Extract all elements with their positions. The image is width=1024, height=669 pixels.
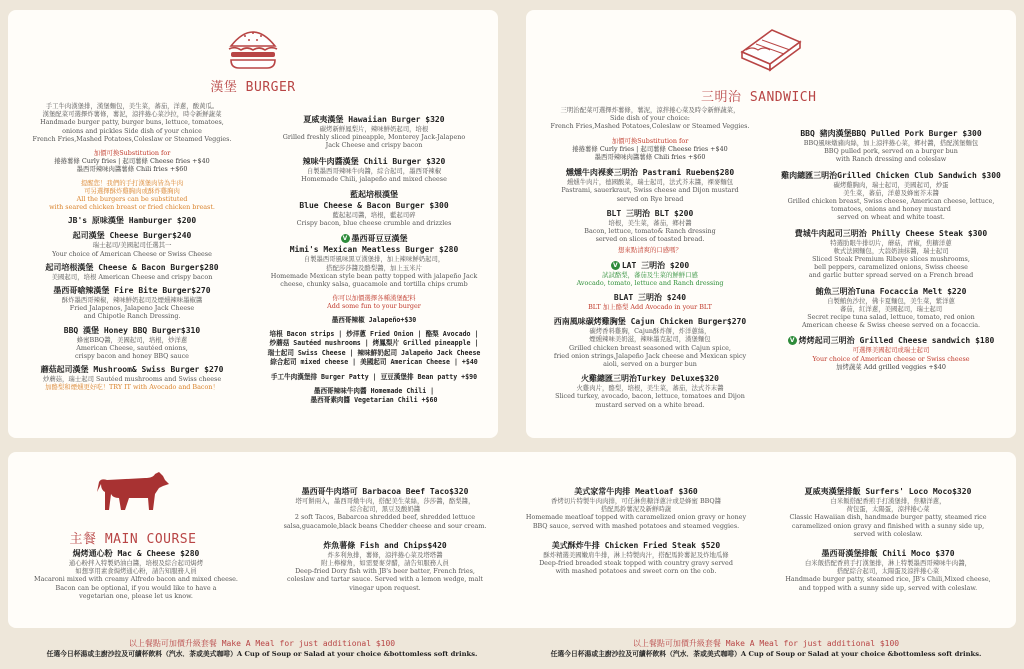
menu-item-description: Secret recipe tuna salad, lettuce, tomato, red onion bbox=[807, 313, 975, 322]
menu-item-description: Handmade burger patty, steamed rice, JB's Chili,Mixed cheese, bbox=[785, 575, 991, 584]
menu-item-name: 焗烤通心粉 Mac & Cheese $280 bbox=[72, 549, 200, 558]
menu-item-description: Bacon, lettuce, tomato& Ranch dressing bbox=[584, 227, 716, 236]
menu-item-name: 藍起培根漢堡 bbox=[350, 190, 398, 200]
menu-item-description: 自製墨西哥辣味牛肉醬，綜合起司，墨西哥辣椒 bbox=[306, 166, 442, 175]
menu-item-description: American cheese & Swiss cheese served on a focaccia. bbox=[801, 321, 981, 330]
menu-item-description: 綜合起司，黑豆及酸奶醬 bbox=[349, 505, 421, 514]
menu-item-title bbox=[266, 486, 504, 497]
menu-item-description: 美國起司，培根 American Cheese and crispy bacon bbox=[51, 272, 213, 281]
reminder-note: All the burgers can be substituted bbox=[76, 195, 188, 204]
menu-item-description: Homemade Chili, jalapeño and mixed cheese bbox=[301, 174, 447, 183]
reminder-note: 提醒您！我們的手打漢堡肉皆為牛肉 bbox=[80, 178, 184, 187]
menu-item-description: vinegar upon request. bbox=[349, 583, 421, 592]
menu-item-title bbox=[256, 233, 492, 244]
menu-item-description: Macaroni mixed with creamy Alfredo bacon and mixed cheese. bbox=[34, 575, 238, 584]
menu-item-title-en: Mimi's Mexican Meatless Burger $280 bbox=[289, 245, 459, 255]
vegetarian-icon: V bbox=[788, 336, 797, 345]
menu-item-description: Avocado, tomato, lettuce and Ranch dressing bbox=[576, 278, 724, 287]
menu-item-description: 可選擇美國起司或瑞士起司 bbox=[852, 346, 930, 355]
menu-item-description: 美生菜，蕃茄，洋蔥及蜂蜜芥末醬 bbox=[843, 188, 939, 197]
menu-item-title bbox=[16, 215, 248, 226]
menu-item-description: 燻燻牛肉片，德國酸菜，瑞士起司，法式芥末醬，裸麥麵包 bbox=[566, 178, 734, 187]
menu-item-description: 特選肋眼牛排切片，蘑菇，青椒，焦糖洋蔥 bbox=[830, 238, 952, 247]
menu-item-name: JB's 原味漢堡 Hamburger $200 bbox=[67, 216, 197, 226]
menu-item-description: crispy bacon and honey BBQ sauce bbox=[75, 352, 189, 361]
menu-item-name: BBQ 漢堡 Honey BBQ Burger$310 bbox=[63, 325, 201, 335]
vegetarian-icon: V bbox=[611, 261, 620, 270]
menu-item-description: vegetarian one, please let us know. bbox=[79, 591, 193, 600]
menu-item-description: 搭配莎莎醬及酪梨醬，加上玉米片 bbox=[326, 263, 422, 272]
menu-item-description: with mashed potatoes and sweet corn on the cob. bbox=[555, 567, 717, 576]
sandwich-title: 三明治 SANDWICH bbox=[701, 90, 817, 105]
menu-item-description: BBQ pulled pork, served on a burger bun bbox=[824, 147, 958, 156]
menu-item-note: 加酪梨和煙燻更好吃！TRY IT with Avocado and Bacon！ bbox=[45, 383, 219, 392]
intro-text: 手工牛肉漢堡排，漢堡麵包，美生菜，蕃茄，洋蔥，酸黃瓜。 bbox=[45, 102, 219, 110]
menu-item-description: Fried Jalapenos, Jalapeno Jack Cheese bbox=[69, 304, 195, 313]
burger-header bbox=[8, 24, 498, 95]
menu-item-description: 炒蘑菇，瑞士起司 Sautéed mushrooms and Swiss cheese bbox=[42, 375, 222, 384]
menu-item-description: BBQ sauce, served with mashed potatoes and steamed veggies. bbox=[532, 521, 740, 530]
menu-item-title bbox=[256, 114, 492, 125]
footer-meal-offer: 以上餐點可加價升級套餐 Make A Meal for just additional $100 bbox=[128, 639, 396, 648]
menu-item-name: 炸魚薯條 Fish and Chips$420 bbox=[323, 540, 447, 550]
menu-item-name: BLT 三明治 BLT $200 bbox=[606, 208, 694, 218]
burger-panel bbox=[8, 10, 498, 438]
menu-item-description: 酥炸墨西哥辣椒，辣味鮮奶起司及煙燻辣味墨椒醬 bbox=[61, 296, 203, 305]
menu-item-name: 美式家常牛肉排 Meatloaf $360 bbox=[574, 487, 698, 496]
main-col-2 bbox=[266, 486, 504, 602]
addon-option: 墨西哥素肉醬 Vegetarian Chili +$60 bbox=[310, 396, 438, 405]
menu-item-title bbox=[16, 364, 248, 375]
menu-item-description: Your choice of American cheese or Swiss cheese bbox=[812, 354, 970, 363]
menu-item-title bbox=[16, 325, 248, 336]
menu-item-title bbox=[770, 170, 1012, 181]
menu-item-description: with Ranch dressing and coleslaw bbox=[835, 155, 947, 164]
main-course-panel bbox=[8, 452, 1016, 628]
menu-item-description: Grilled chicken breast seasoned with Cajun spice, bbox=[569, 343, 731, 352]
main-course-title: 主餐 MAIN COURSE bbox=[69, 532, 197, 547]
reminder-note: with seared chicken breast or fried chicken breast. bbox=[49, 203, 215, 212]
menu-item-description: Deep-fried Dory fish with JB's beer batter, French fries, bbox=[295, 567, 475, 576]
menu-item-title bbox=[770, 286, 1012, 297]
menu-item-title bbox=[256, 189, 492, 200]
menu-item-name: 墨西哥漢堡排飯 Chili Moco $370 bbox=[821, 549, 955, 559]
menu-item-name: 燻燻牛肉裸麥三明治 Pastrami Rueben$280 bbox=[565, 168, 735, 178]
substitution-option: 墨西哥辣味肉醬薯條 Chili fries +$60 bbox=[76, 165, 188, 174]
menu-item-description: cheese, chunky salsa, guacamole and tortilla chips crumb bbox=[280, 280, 468, 289]
menu-item-note: 想來點清爽的口感嗎？ bbox=[618, 246, 682, 255]
menu-item-title bbox=[16, 285, 248, 296]
menu-item-description: 附上檸檬角，如需要麥芽醋，請告知服務人員 bbox=[321, 559, 449, 568]
menu-item-title bbox=[12, 548, 260, 559]
addon-option: 瑞士起司 Swiss Cheese | 辣味鮮奶起司 Jalapeño Jack Cheese bbox=[267, 348, 481, 357]
menu-item-description: 自製鮪魚沙拉，佛卡夏麵包，美生菜，紫洋蔥 bbox=[827, 296, 955, 305]
intro-text: French Fries,Mashed Potatoes,Coleslaw or Steamed Veggies. bbox=[32, 134, 232, 143]
burger-right-column bbox=[256, 114, 492, 406]
menu-item-description: Homemade meatloaf topped with caramelized onion gravy or honey bbox=[525, 513, 747, 522]
footer-meal-detail: 任選今日杯湯或主廚沙拉及可續杯飲料（汽水．茶或美式咖啡）A Cup of Soup or Salad at your choice &bottomless soft drinks. bbox=[550, 650, 982, 658]
menu-item-description: 培根，美生菜，蕃茄，鄉村醬 bbox=[608, 218, 692, 227]
menu-item-description: and garlic butter spread served on a French bread bbox=[808, 271, 974, 280]
menu-item-name: 烤烤起司三明治 Grilled Cheese sandwich $180 bbox=[798, 336, 995, 346]
reminder-note: 可另選擇酥炸雞胸肉或酥炸雞胸肉 bbox=[84, 186, 180, 195]
menu-item-name: 火雞總匯三明治Turkey Deluxe$320 bbox=[581, 374, 719, 384]
menu-item-description: 碳烤雞胸肉，瑞士起司，美國起司，炒蛋 bbox=[833, 180, 949, 189]
intro-text: onions and pickles Side dish of your choice bbox=[62, 126, 202, 135]
main-col-4 bbox=[764, 486, 1012, 602]
sandwich-header bbox=[526, 22, 1016, 105]
menu-item-extra: 加烤蔬菜 Add grilled veggies +$40 bbox=[836, 362, 946, 371]
menu-item-title bbox=[532, 260, 768, 271]
menu-item-description: 如想享用素食焗烤通心粉，請告知服務人員 bbox=[75, 567, 197, 576]
menu-item-description: salsa,guacamole,black beans Chedder cheese and sour cream. bbox=[283, 521, 487, 530]
sandwich-left-column bbox=[532, 106, 768, 414]
menu-item-description: 塔可餅兩入，墨西哥燉牛肉，搭配美生菜絲，莎莎醬，酪梨醬， bbox=[295, 497, 475, 505]
menu-item-description: and Chipotle Ranch Dressing. bbox=[83, 312, 181, 321]
menu-item-name: BBQ 豬肉漢堡BBQ Pulled Pork Burger $300 bbox=[800, 129, 982, 138]
main-course-header bbox=[8, 466, 258, 547]
menu-item-title bbox=[513, 540, 759, 551]
substitution-option: 墨西哥辣味肉醬薯條 Chili fries +$60 bbox=[594, 153, 706, 162]
menu-item-name: 夏威夷漢堡排飯 Surfers' Loco Moco$320 bbox=[804, 487, 972, 496]
menu-item-description: 荷包蛋，太陽蛋，涼拌捲心菜 bbox=[846, 505, 930, 514]
menu-item-title bbox=[770, 128, 1012, 139]
menu-item-description: served on Rye bread bbox=[616, 194, 684, 203]
burger-title: 漢堡 BURGER bbox=[210, 80, 296, 95]
main-col-1 bbox=[12, 548, 260, 605]
footer-right bbox=[516, 638, 1016, 660]
menu-item-description: 搭配馬鈴薯泥及新鮮時蔬 bbox=[600, 505, 672, 514]
addon-option: 墨西哥辣味牛肉醬 Homemade Chili | bbox=[313, 387, 435, 396]
intro-text: Side dish of your choice: bbox=[610, 114, 690, 123]
menu-item-description: BLT 加上酪梨 Add Avocado in your BLT bbox=[588, 303, 712, 312]
menu-item-title-en: Blue Cheese & Bacon Burger $300 bbox=[299, 201, 449, 211]
menu-item-description: tomatoes, onions and honey mustard bbox=[831, 205, 951, 214]
menu-item-description: 香烤切片特製牛肉肉排，可任淋焦糖洋蔥汁或是蜂蜜 BBQ醬 bbox=[550, 497, 722, 505]
menu-item-title bbox=[16, 230, 248, 241]
menu-item-description: 自製墨西哥風味黑豆漢堡排，加上辣味鮮奶起司， bbox=[303, 255, 445, 264]
menu-item-name: 鮪魚三明治Tuna Focaccia Melt $220 bbox=[815, 286, 967, 296]
menu-item-description: Grilled chicken breast, Swiss cheese, American cheese, lettuce, bbox=[787, 197, 995, 206]
vegetarian-icon: V bbox=[341, 234, 350, 243]
footer-meal-offer: 以上餐點可加價升級套餐 Make A Meal for just additional $100 bbox=[632, 639, 900, 648]
menu-item-title bbox=[256, 156, 492, 167]
main-col-3 bbox=[513, 486, 759, 585]
menu-item-description: Grilled freshly sliced pineapple, Monterey Jack-Jalapeno bbox=[282, 133, 466, 142]
menu-item-title bbox=[513, 486, 759, 497]
sandwich-icon bbox=[736, 22, 806, 72]
menu-item-description: Deep-fried breaded steak topped with country gravy served bbox=[539, 559, 733, 568]
menu-item-description: Bacon can be optional, if you would like to have a bbox=[55, 583, 217, 592]
substitution-option: 捲捲薯條 Curly fries | 起司薯條 Cheese fries +$40 bbox=[54, 157, 210, 166]
menu-item-description: bell peppers, caramelized onions, Swiss cheese bbox=[814, 263, 968, 272]
addon-title: Add some fun to your burger bbox=[327, 302, 421, 311]
menu-item-title bbox=[532, 373, 768, 384]
menu-item-description: 煙燻辣味美奶滋，辣味墨克起司，漢堡麵包 bbox=[589, 335, 711, 344]
sandwich-right-column bbox=[770, 128, 1012, 377]
menu-item-name: 雞肉總匯三明治Grilled Chicken Club Sandwich $300 bbox=[781, 170, 1001, 180]
addon-option: 炒蘑菇 Sautéed mushrooms | 烤鳳梨片 Grilled pineapple | bbox=[269, 339, 479, 348]
menu-item-title bbox=[532, 167, 768, 178]
menu-item-description: served on slices of toasted bread. bbox=[595, 235, 705, 244]
menu-item-description: 軟式法國麵包，大蒜奶油抹醬，瑞士起司 bbox=[833, 246, 949, 255]
burger-icon bbox=[223, 24, 283, 72]
menu-item-title bbox=[532, 208, 768, 219]
menu-item-description: 蜂蜜BBQ醬，美國起司，培根，炒洋蔥 bbox=[76, 335, 188, 344]
menu-item-description: 通心粉拌入特製奶油白醬，培根及綜合起司焗烤 bbox=[68, 559, 204, 567]
substitution-option: 捲捲薯條 Curly fries | 起司薯條 Cheese fries +$40 bbox=[572, 144, 728, 153]
menu-item-title bbox=[16, 262, 248, 273]
menu-item-name: 蘑菇起司漢堡 Mushroom& Swiss Burger $270 bbox=[40, 365, 224, 375]
menu-item-name: 西南風味碳烤雞胸堡 Cajun Chicken Burger$270 bbox=[553, 317, 747, 327]
menu-item-name: 墨西哥豆豆漢堡 bbox=[351, 234, 408, 244]
intro-text: 漢堡配菜可選擇炸薯條，薯泥，涼拌捲心菜沙拉，時令新鮮蔬菜 bbox=[42, 110, 222, 119]
intro-text: French Fries,Mashed Potatoes,Coleslaw or Steamed Veggies. bbox=[550, 122, 750, 131]
menu-item-description: 白米飯搭配香煎手打漢堡排，焦糖洋蔥， bbox=[830, 497, 946, 505]
menu-item-name: 費城牛肉起司三明治 Philly Cheese Steak $300 bbox=[794, 228, 988, 238]
menu-item-description: mustard served on a white bread. bbox=[595, 400, 705, 409]
menu-item-description: Your choice of American Cheese or Swiss Cheese bbox=[52, 249, 212, 258]
menu-item-title bbox=[764, 548, 1012, 559]
menu-item-description: 碳烤新鮮鳳梨片，辣味鮮奶起司，培根 bbox=[319, 125, 429, 133]
menu-item-name: 美式酥炸牛排 Chicken Fried Steak $520 bbox=[551, 540, 721, 550]
menu-item-description: 炸多利魚排，薯條，涼拌捲心菜及塔塔醬 bbox=[327, 550, 443, 559]
menu-item-name: 辣味牛肉醬漢堡 Chili Burger $320 bbox=[302, 156, 446, 166]
sandwich-panel bbox=[526, 10, 1016, 438]
intro-text: 三明治配菜可選擇炸薯條，薯泥，涼拌捲心菜及時令新鮮蔬菜， bbox=[560, 106, 740, 114]
addon-title: 你可以加價選擇各種漢堡配料 bbox=[332, 294, 416, 303]
menu-item-description: coleslaw and tartar sauce. Served with a lemon wedge, malt bbox=[287, 575, 483, 584]
menu-item-title bbox=[532, 292, 768, 303]
menu-item-description: 酥炸精選美國嫩肩牛排，淋上特製肉汁，搭配馬鈴薯泥及炸地瓜條 bbox=[543, 550, 729, 559]
menu-item-name: LAT 三明治 $200 bbox=[621, 260, 690, 270]
menu-item-title bbox=[770, 228, 1012, 239]
footer-meal-detail: 任選今日杯湯或主廚沙拉及可續杯飲料（汽水．茶或美式咖啡）A Cup of Soup or Salad at your choice &bottomless soft drinks. bbox=[46, 650, 478, 658]
menu-item-description: 蕃茄，紅洋蔥，美國起司，瑞士起司 bbox=[839, 304, 943, 313]
menu-item-description: American Cheese, sautéed onions, bbox=[76, 343, 188, 352]
menu-item-name: 墨西哥嗆辣漢堡 Fire Bite Burger$270 bbox=[53, 286, 211, 296]
menu-item-description: Homemade Mexican style bean patty topped with jalapeño Jack bbox=[270, 271, 478, 280]
menu-item-description: Sliced turkey, avocado, bacon, lettuce, tomatoes and Dijon bbox=[555, 392, 745, 401]
substitution-title: 加價可換Substitution for bbox=[93, 149, 171, 158]
menu-item-name: 起司漢堡 Cheese Burger$240 bbox=[72, 231, 192, 241]
menu-item-description: 試試酪梨，蕃茄及生菜的鮮鮮口感 bbox=[602, 270, 698, 279]
menu-item-description: Pastrami, sauerkraut, Swiss cheese and Dijon mustard bbox=[561, 186, 739, 195]
menu-item-description: caramelized onion gravy and finished with a sunny side up, bbox=[791, 521, 985, 530]
addon-option: 培根 Bacon strips | 炒洋蔥 Fried Onion | 酪梨 Avocado | bbox=[269, 330, 479, 339]
menu-item-description: 搭配綜合起司，太陽蛋及涼拌捲心菜 bbox=[836, 567, 940, 576]
menu-item-description: Sliced Steak Premium Ribeye slices mushrooms, bbox=[812, 255, 970, 264]
menu-item-description: fried onion strings,Jalapeño Jack cheese and Mexican spicy bbox=[553, 351, 747, 360]
menu-item-name: 墨西哥牛肉塔可 Barbacoa Beef Taco$320 bbox=[301, 487, 469, 496]
menu-item-description: 白米飯搭配香煎手打漢堡排，淋上特製墨西哥辣味牛肉醬， bbox=[804, 559, 972, 568]
menu-item-title bbox=[266, 540, 504, 551]
menu-item-title bbox=[764, 486, 1012, 497]
menu-item-description: served with coleslaw. bbox=[853, 529, 923, 538]
addon-option: 手工牛肉漢堡排 Burger Patty | 豆豆漢堡排 Bean patty +$90 bbox=[270, 372, 478, 381]
menu-item-name: 夏威夷漢堡 Hawaiian Burger $320 bbox=[303, 115, 445, 124]
menu-item-description: 瑞士起司/美國起司任選其一 bbox=[92, 241, 172, 250]
menu-item-description: 碳烤香料雞胸，Cajun酥炸餅，炸洋蔥絲， bbox=[589, 327, 711, 336]
menu-item-name: 起司培根漢堡 Cheese & Bacon Burger$280 bbox=[45, 262, 219, 272]
menu-item-description: Classic Hawaiian dish, handmade burger patty, steamed rice bbox=[789, 513, 987, 522]
menu-item-description: 2 soft Tacos, Babarcoa shredded beef, shredded lettuce bbox=[294, 513, 476, 522]
addon-option: 綜合起司 mixed cheese | 美國起司 American Cheese | +$40 bbox=[270, 358, 478, 367]
intro-text: Handmade burger patty, burger buns, lettuce, tomatoes, bbox=[40, 118, 224, 127]
menu-item-title bbox=[532, 316, 768, 327]
cow-icon bbox=[93, 466, 173, 516]
menu-item-description: 藍起起司醬，培根，藍起司碎 bbox=[332, 211, 416, 220]
footer-left bbox=[12, 638, 512, 660]
burger-left-column bbox=[16, 102, 248, 396]
menu-item-description: BBQ風味燉豬肉絲，加上涼拌捲心菜，鄉村醬，搭配漢堡麵包 bbox=[803, 139, 979, 147]
menu-item-description: Jack Cheese and crispy bacon bbox=[325, 141, 423, 150]
addon-option: 墨西哥辣椒 Jalapeño+$30 bbox=[331, 315, 417, 324]
substitution-title: 加價可換Substitution for bbox=[611, 136, 689, 145]
menu-item-description: served on wheat and white toast. bbox=[837, 213, 945, 222]
menu-item-description: Crispy bacon, blue cheese crumble and drizzles bbox=[296, 219, 452, 228]
menu-item-title bbox=[770, 335, 1012, 346]
menu-item-description: aioli, served on a burger bun bbox=[603, 360, 697, 369]
menu-item-description: and topped with a sunny side up, served with coleslaw. bbox=[798, 583, 978, 592]
menu-item-name: BLAT 三明治 $240 bbox=[613, 293, 687, 303]
menu-item-description: 火雞肉片，酪梨，培根，美生菜，蕃茄，法式芥末醬 bbox=[576, 384, 724, 393]
